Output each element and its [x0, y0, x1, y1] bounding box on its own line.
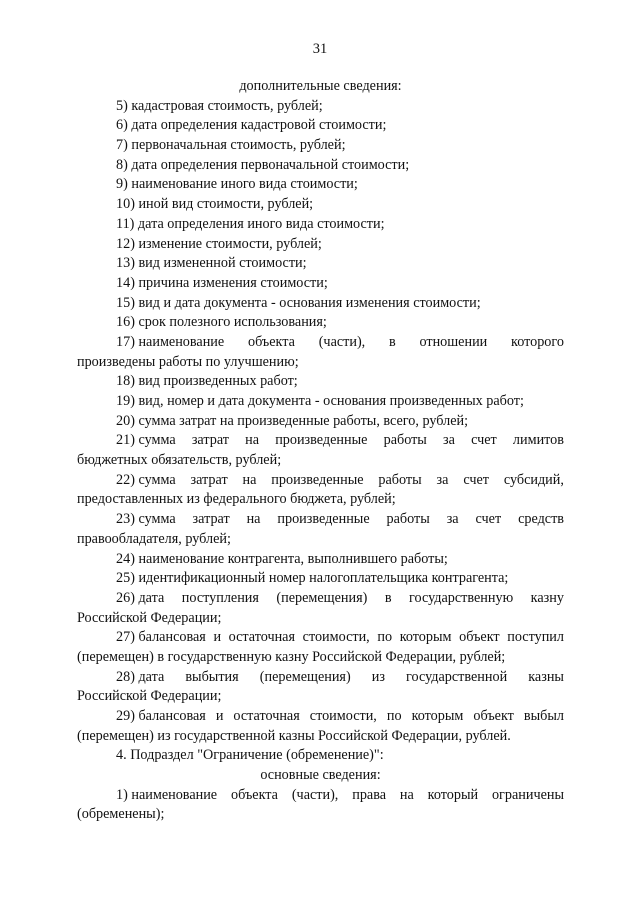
word: за — [443, 432, 455, 449]
word: счет — [463, 471, 489, 488]
basic-item-1-continuation: (обременены); — [77, 806, 165, 823]
word: стоимости, — [309, 708, 377, 724]
word: из — [371, 668, 385, 685]
word: объект — [459, 629, 500, 646]
word: (перемещения) — [259, 668, 351, 685]
list-item-21-continuation: бюджетных обязательств, рублей; — [77, 452, 282, 469]
heading-basic-info: основные сведения: — [260, 767, 381, 784]
word: затрат — [190, 471, 228, 488]
list-item: 24) наименование контрагента, выполнившего работы; — [116, 550, 448, 567]
word: субсидий, — [503, 471, 564, 488]
word: работы — [383, 432, 427, 449]
word: стоимости, — [302, 629, 370, 646]
heading-additional-info: дополнительные сведения: — [239, 78, 402, 94]
word: объекта — [247, 333, 295, 350]
list-item-28-first-line — [77, 668, 564, 688]
word: которым — [411, 708, 464, 724]
subsection-heading: 4. Подраздел "Ограничение (обременение)": — [116, 747, 384, 764]
page-number: 31 — [312, 41, 328, 57]
list-item: 13) вид измененной стоимости; — [116, 255, 307, 272]
list-item-21-first-line — [77, 431, 564, 451]
list-item: 18) вид произведенных работ; — [116, 373, 298, 390]
word: за — [446, 511, 459, 528]
word: произведенные — [271, 471, 364, 488]
word: средств — [518, 511, 564, 528]
list-item-27-first-line — [77, 628, 564, 648]
word: 1) наименование — [116, 786, 218, 803]
word: работы — [386, 511, 430, 528]
list-item: 5) кадастровая стоимость, рублей; — [116, 97, 323, 114]
word: на — [246, 511, 261, 528]
word: на — [242, 471, 257, 488]
word: затрат — [191, 432, 229, 449]
list-item: 25) идентификационный номер налогоплательщика контрагента; — [116, 570, 509, 587]
word: права — [352, 786, 387, 803]
word: счет — [475, 511, 502, 528]
list-item-28-continuation: Российской Федерации; — [77, 688, 222, 705]
word: произведенные — [277, 511, 370, 528]
word: затрат — [192, 511, 230, 528]
word: лимитов — [512, 432, 564, 449]
word: на — [245, 432, 260, 449]
list-item: 20) сумма затрат на произведенные работы, всего, рублей; — [116, 412, 469, 429]
document-body — [77, 77, 564, 825]
word: государственную — [409, 589, 514, 606]
word: которым — [399, 629, 452, 646]
word: (части), — [318, 333, 366, 350]
word: поступил — [507, 629, 564, 646]
word: 29) балансовая — [116, 708, 206, 724]
word: объекта — [230, 786, 278, 803]
word: поступления — [181, 589, 259, 606]
word: остаточная — [228, 629, 296, 646]
word: 28) дата — [116, 668, 165, 685]
list-item: 16) срок полезного использования; — [116, 314, 327, 331]
list-item: 12) изменение стоимости, рублей; — [116, 235, 322, 252]
word: по — [386, 708, 402, 724]
word: выбытия — [185, 668, 239, 685]
word: казны — [528, 668, 564, 685]
word: в — [389, 333, 396, 350]
list-item: 8) дата определения первоначальной стоимости; — [116, 156, 410, 173]
list-item: 19) вид, номер и дата документа - основания произведенных работ; — [116, 393, 524, 409]
word: который — [427, 786, 479, 803]
list-item: 7) первоначальная стоимость, рублей; — [116, 137, 346, 154]
list-item: 10) иной вид стоимости, рублей; — [116, 196, 314, 213]
list-item-26-first-line — [77, 589, 564, 609]
word: в — [384, 589, 392, 606]
word: 17) наименование — [116, 333, 225, 350]
word: ограничены — [491, 786, 564, 803]
word: счет — [471, 432, 497, 449]
basic-item-1-first-line — [77, 786, 564, 806]
word: объект — [473, 708, 514, 724]
word: 27) балансовая — [116, 629, 206, 646]
word: государственной — [406, 668, 508, 685]
word: которого — [511, 333, 564, 350]
list-item: 15) вид и дата документа - основания изменения стоимости; — [116, 294, 481, 311]
list-item-23-first-line — [77, 510, 564, 530]
list-item-26-continuation: Российской Федерации; — [77, 609, 222, 626]
list-item-29-continuation: (перемещен) из государственной казны Российской Федерации, рублей. — [77, 727, 511, 744]
list-item: 11) дата определения иного вида стоимости; — [116, 215, 385, 232]
list-item-23-continuation: правообладателя, рублей; — [77, 530, 231, 547]
word: по — [377, 629, 393, 646]
list-item: 9) наименование иного вида стоимости; — [116, 176, 358, 193]
word: отношении — [419, 333, 488, 350]
list-item-27-continuation: (перемещен) в государственную казну Российской Федерации, рублей; — [77, 648, 506, 665]
word: 23) сумма — [116, 511, 176, 528]
list-item-22-first-line — [77, 471, 564, 491]
word: и — [215, 708, 224, 724]
word: на — [399, 786, 414, 803]
list-item-17-first-line — [77, 333, 564, 353]
word: и — [213, 629, 222, 646]
list-item-17-continuation: произведены работы по улучшению; — [77, 353, 299, 370]
word: выбыл — [523, 708, 564, 724]
list-item-29-first-line — [77, 707, 564, 727]
list-item-22-continuation: предоставленных из федерального бюджета, рублей; — [77, 491, 396, 508]
word: за — [436, 471, 449, 488]
word: казну — [530, 589, 564, 606]
word: 21) сумма — [116, 432, 176, 449]
word: (части), — [291, 786, 339, 803]
word: остаточная — [233, 708, 300, 724]
list-item: 14) причина изменения стоимости; — [116, 274, 328, 291]
word: 22) сумма — [116, 471, 176, 488]
word: работы — [378, 471, 422, 488]
word: (перемещения) — [276, 589, 368, 606]
list-item: 6) дата определения кадастровой стоимости; — [116, 117, 387, 134]
word: произведенные — [275, 432, 368, 449]
word: 26) дата — [116, 589, 165, 606]
